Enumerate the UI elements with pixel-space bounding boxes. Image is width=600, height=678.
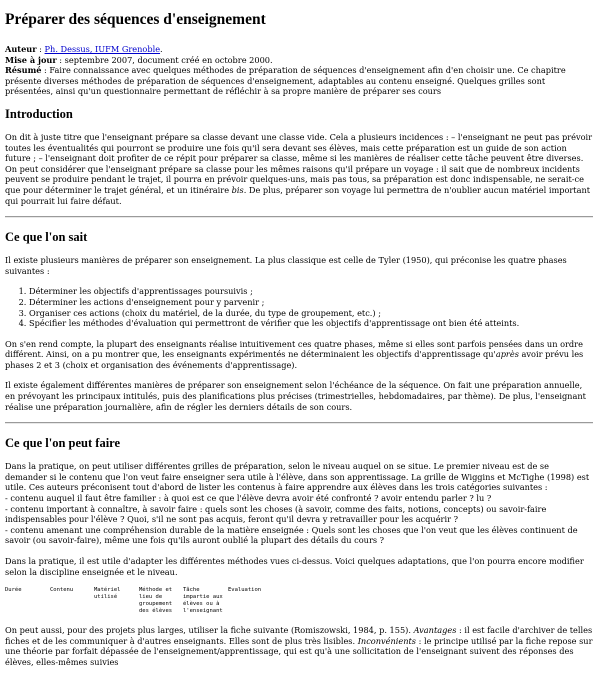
- section-divider: [5, 216, 593, 218]
- section-heading-introduction: Introduction: [5, 106, 73, 121]
- table-header-cell: Durée: [5, 587, 22, 594]
- faire-paragraph-1: Dans la pratique, on peut utiliser différentes grilles de préparation, selon le niveau auquel on se situe. Le premier niveau est de se demander si le contenu que l'on veut faire enseigner sera utile à l'élève, dans son apprentissage. La grille de Wiggins et McTighe (1998) est utile. Ces auteurs préconisent tout d'abord de lister les contenus à faire apprendre aux élèves dans les trois catégories suivantes : - contenu auquel il faut être familier : à quoi est ce que l'élève devra avoir été confronté ? avoir entendu parler ? lu ? - contenu important à connaître, à savoir faire : quels sont les choses (à savoir, comme des faits, notions, concepts) ou savoir-faire indispensables pour l'élève ? Quoi, s'il ne sont pas acquis, feront qu'il devra y retravailler pour les acquérir ? - contenu amenant une compréhension durable de la matière enseignée : Quels sont les choses que l'on veut que les élèves continuent de savoir (ou savoir-faire), même une fois qu'ils auront oublié la plupart des détails du cours ?: [5, 461, 590, 546]
- section-heading-faire: Ce que l'on peut faire: [5, 436, 121, 451]
- page-title: Préparer des séquences d'enseignement: [5, 11, 266, 28]
- table-header-row: [5, 587, 288, 615]
- author-link[interactable]: Ph. Dessus, IUFM Grenoble: [44, 44, 161, 54]
- table-header-cell: Evaluation: [228, 587, 262, 594]
- author-label: Auteur: [5, 44, 37, 54]
- table-header-cell: Tâche impartie aux élèves ou à l'enseignant: [183, 587, 223, 615]
- table-header-cell: Contenu: [50, 587, 74, 594]
- preparation-grid-table: [5, 587, 288, 615]
- sait-paragraph-3: Il existe également différentes manières de préparer son enseignement selon l'échéance de la séquence. On fait une préparation annuelle, en prévoyant les principaux intitulés, puis des planifications plus précises (trimestrielles, hebdomadaires, par thème). De plus, l'enseignant réalise une préparation journalière, afin de régler les derniers détails de son cours.: [5, 380, 586, 412]
- document-meta: Auteur : Ph. Dessus, IUFM Grenoble. Mise à jour : septembre 2007, document créé en octobre 2000. Résumé : Faire connaissance avec quelques méthodes de préparation de séquences d'enseignement afin d'en choisir une. Ce chapitre présente diverses méthodes de préparation de séquences d'enseignement, adaptables au contenu enseigné. Quelques grilles sont présentées, ainsi qu'un questionnaire permettant de réfléchir à sa propre manière de préparer ses cours: [5, 44, 566, 97]
- list-item: 3. Organiser ces actions (choix du matériel, de la durée, du type de groupement, etc.) ;: [29, 308, 593, 319]
- faire-paragraph-3: On peut aussi, pour des projets plus larges, utiliser la fiche suivante (Romiszowski, 1984, p. 155). Avantages : il est facile d'archiver de telles fiches et de les communiquer à d'autres enseignants. Elles sont de plus très lisibles. Inconvénients : le principe utilisé par la fiche repose sur une théorie par forfait dépassée de l'enseignement/apprentissage, qui est qu'à une sollicitation de l'enseignant suivent des réponses des élèves, elles-mêmes suivies: [5, 625, 593, 667]
- document-page: [5, 8, 593, 678]
- update-label: Mise à jour: [5, 54, 57, 65]
- list-item: 2. Déterminer les actions d'enseignement pour y parvenir ;: [29, 297, 593, 308]
- tyler-phases-list: [5, 286, 593, 328]
- table-header-cell: Méthode et lieu de groupement des élèves: [139, 587, 173, 615]
- sait-paragraph-2: On s'en rend compte, la plupart des enseignants réalise intuitivement ces quatre phases, même si elles sont parfois pensées dans un ordre différent. Ainsi, on a pu montrer que, les enseignants expérimentés ne déterminaient les objectifs d'apprentissage qu'après avoir prévu les phases 2 et 3 (choix et organisation des événements d'apprentissage).: [5, 338, 584, 370]
- list-item: 1. Déterminer les objectifs d'apprentissages poursuivis ;: [29, 286, 593, 297]
- intro-paragraph: On dit à juste titre que l'enseignant prépare sa classe devant une classe vide. Cela a plusieurs incidences : – l'enseignant ne peut pas prévoir toutes les éventualités qui pourront se produire une fois qu'il sera devant ses élèves, mais cette préparation est un guide de son action future ; – l'enseignant doit profiter de ce répit pour préparer sa classe, même si les manières de réaliser cette tâche peuvent être diverses. On peut considérer que l'enseignant prépare sa classe pour les mêmes raisons qu'il prépare un voyage : il sait que de nombreux incidents peuvent se produire pendant le trajet, il pourra en prévoir quelques-uns, mais pas tous, sa préparation est donc indispensable, ne serait-ce que pour déterminer le trajet général, et un itinéraire bis. De plus, préparer son voyage lui permettra de n'oublier aucun matériel important qui pourrait lui faire défaut.: [5, 131, 593, 206]
- sait-paragraph-1: Il existe plusieurs manières de préparer son enseignement. La plus classique est celle de Tyler (1950), qui préconise les quatre phases suivantes :: [5, 255, 567, 276]
- section-divider: [5, 422, 593, 424]
- list-item: 4. Spécifier les méthodes d'évaluation qui permettront de vérifier que les objectifs d'apprentissage ont bien été atteints.: [29, 318, 593, 329]
- faire-paragraph-2: Dans la pratique, il est utile d'adapter les différentes méthodes vues ci-dessus. Voici quelques adaptations, que l'on pourra encore modifier selon la discipline enseignée et le niveau.: [5, 556, 584, 577]
- update-text: : septembre 2007, document créé en octobre 2000.: [56, 54, 273, 65]
- section-heading-sait: Ce que l'on sait: [5, 230, 88, 245]
- summary-text: : Faire connaissance avec quelques méthodes de préparation de séquences d'enseignement afin d'en choisir une. Ce chapitre présente diverses méthodes de préparation de séquences d'enseignement, adaptables au contenu enseigné. Quelques grilles sont présentées, ainsi qu'un questionnaire permettant de réfléchir à sa propre manière de préparer ses cours: [5, 65, 566, 97]
- table-header-cell: Matériel utilisé: [94, 587, 121, 601]
- summary-label: Résumé: [5, 65, 42, 76]
